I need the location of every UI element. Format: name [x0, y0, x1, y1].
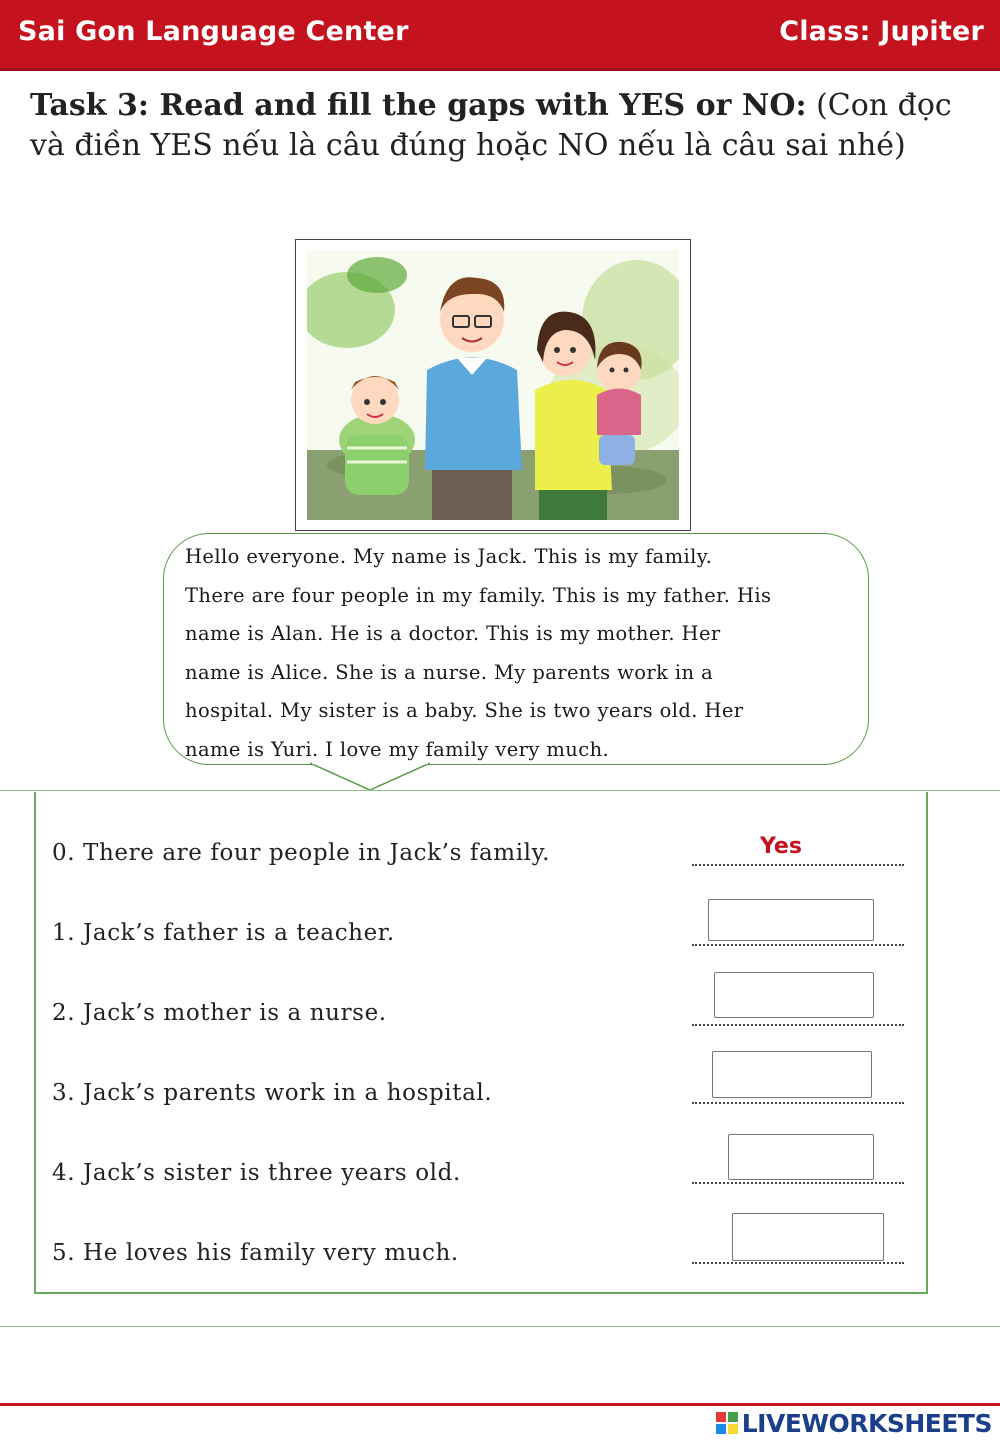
- answer-dots: [692, 1018, 904, 1026]
- question-5: 5. He loves his family very much.: [52, 1240, 459, 1266]
- family-picture: [307, 250, 679, 520]
- question-0: 0. There are four people in Jack’s family.: [52, 840, 551, 866]
- answer-input-2[interactable]: [714, 972, 874, 1018]
- question-2: 2. Jack’s mother is a nurse.: [52, 1000, 387, 1026]
- divider-line: [0, 1326, 1000, 1327]
- divider-line: [0, 790, 1000, 791]
- question-1: 1. Jack’s father is a teacher.: [52, 920, 395, 946]
- answer-dots: [692, 858, 904, 866]
- liveworksheets-logo-icon: [716, 1412, 738, 1434]
- answer-input-4[interactable]: [728, 1134, 874, 1180]
- passage-line: name is Alan. He is a doctor. This is my mother. Her: [185, 622, 721, 645]
- brand-name: LIVEWORKSHEETS: [741, 1408, 992, 1438]
- answer-input-5[interactable]: [732, 1213, 884, 1261]
- reading-passage: [185, 538, 855, 769]
- passage-line: name is Alice. She is a nurse. My parents work in a: [185, 660, 714, 684]
- passage-line: There are four people in my family. This is my father. His: [185, 583, 772, 607]
- footer-bar: [0, 1403, 1000, 1406]
- answer-input-3[interactable]: [712, 1051, 872, 1098]
- liveworksheets-brand: [716, 1408, 992, 1438]
- class-label: Class: Jupiter: [779, 16, 984, 47]
- passage-line: hospital. My sister is a baby. She is two years old. Her: [185, 699, 744, 722]
- passage-line: Hello everyone. My name is Jack. This is my family.: [185, 545, 713, 568]
- question-3: 3. Jack’s parents work in a hospital.: [52, 1080, 493, 1106]
- header-bar: [0, 0, 1000, 71]
- task-note: (Con đọc và điền YES nếu là câu đúng hoặc NO nếu là câu sai nhé): [30, 88, 952, 163]
- answer-input-1[interactable]: [708, 899, 874, 941]
- example-answer: Yes: [760, 834, 802, 859]
- center-name: Sai Gon Language Center: [18, 16, 409, 47]
- task-instruction: [30, 86, 970, 166]
- question-4: 4. Jack’s sister is three years old.: [52, 1160, 461, 1186]
- task-title: Task 3: Read and fill the gaps with YES or NO:: [30, 88, 807, 123]
- passage-line: name is Yuri. I love my family very much.: [185, 737, 610, 761]
- family-illustration: [295, 239, 691, 531]
